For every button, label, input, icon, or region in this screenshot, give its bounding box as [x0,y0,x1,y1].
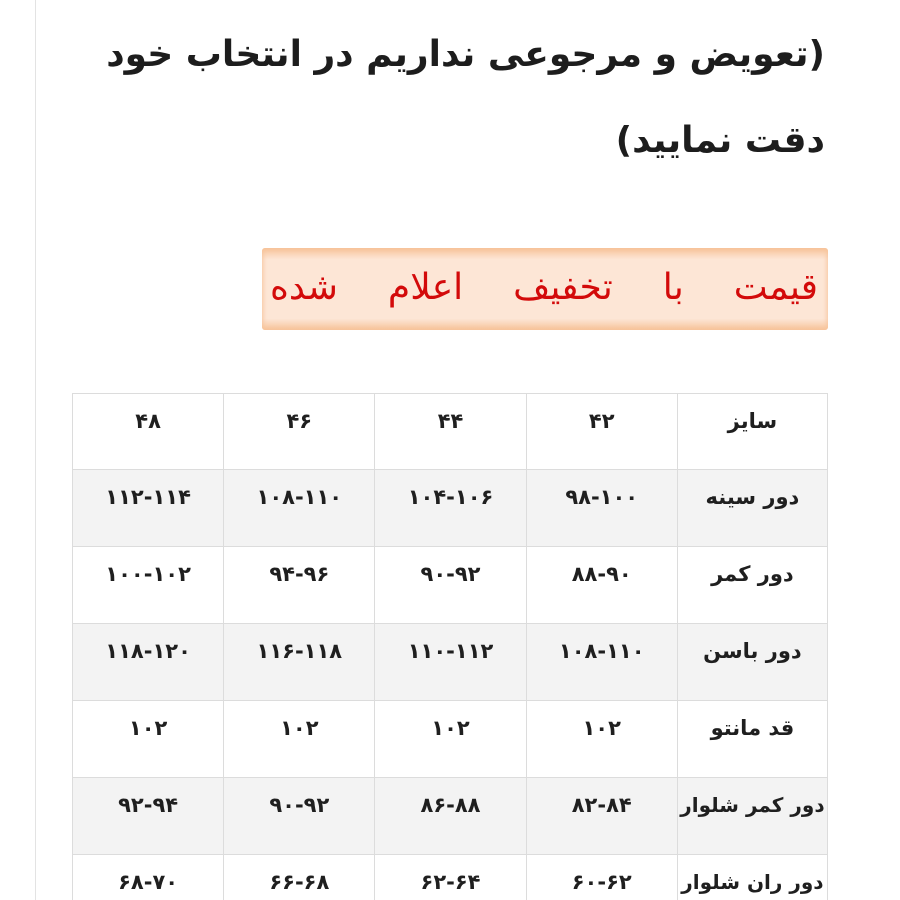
measurement-value: ۸۸-۹۰ [526,547,677,624]
measurement-value: ۱۰۴-۱۰۶ [374,470,525,547]
measurement-value: ۱۰۲ [526,701,677,778]
measurement-label: دور ران شلوار [677,855,828,900]
size-table [72,393,828,900]
measurement-value: ۱۰۲ [223,701,374,778]
measurement-label: دور کمر شلوار [677,778,828,855]
table-row [72,547,828,624]
measurement-value: ۱۰۰-۱۰۲ [72,547,223,624]
measurement-value: ۶۲-۶۴ [374,855,525,900]
size-column-header: ۴۲ [526,393,677,470]
exchange-notice [72,12,825,184]
measurement-value: ۱۱۲-۱۱۴ [72,470,223,547]
measurement-value: ۹۰-۹۲ [374,547,525,624]
measurement-value: ۱۰۸-۱۱۰ [526,624,677,701]
measurement-value: ۹۰-۹۲ [223,778,374,855]
measurement-value: ۸۶-۸۸ [374,778,525,855]
measurement-value: ۹۸-۱۰۰ [526,470,677,547]
measurement-value: ۹۲-۹۴ [72,778,223,855]
content-card-border [35,0,36,900]
measurement-label: قد مانتو [677,701,828,778]
measurement-label: دور کمر [677,547,828,624]
measurement-value: ۸۲-۸۴ [526,778,677,855]
measurement-label: دور سینه [677,470,828,547]
measurement-value: ۱۰۸-۱۱۰ [223,470,374,547]
measurement-value: ۱۱۶-۱۱۸ [223,624,374,701]
table-row [72,778,828,855]
table-row [72,624,828,701]
size-column-header: ۴۸ [72,393,223,470]
discount-banner [262,248,828,330]
measurement-value: ۶۶-۶۸ [223,855,374,900]
table-header-row [72,393,828,470]
measurement-value: ۹۴-۹۶ [223,547,374,624]
discount-banner-text: قیمت با تخفیف اعلام شده [270,267,818,308]
measurement-value: ۱۰۲ [72,701,223,778]
notice-line-2: دقت نمایید) [615,120,825,161]
size-column-header: ۴۴ [374,393,525,470]
size-header-label: سایز [677,393,828,470]
measurement-value: ۱۱۸-۱۲۰ [72,624,223,701]
size-column-header: ۴۶ [223,393,374,470]
table-row [72,701,828,778]
measurement-value: ۶۰-۶۲ [526,855,677,900]
measurement-label: دور باسن [677,624,828,701]
table-row [72,855,828,900]
measurement-value: ۱۰۲ [374,701,525,778]
notice-line-1: (تعویض و مرجوعی نداریم در انتخاب خود [106,34,825,75]
table-row [72,470,828,547]
measurement-value: ۶۸-۷۰ [72,855,223,900]
measurement-value: ۱۱۰-۱۱۲ [374,624,525,701]
